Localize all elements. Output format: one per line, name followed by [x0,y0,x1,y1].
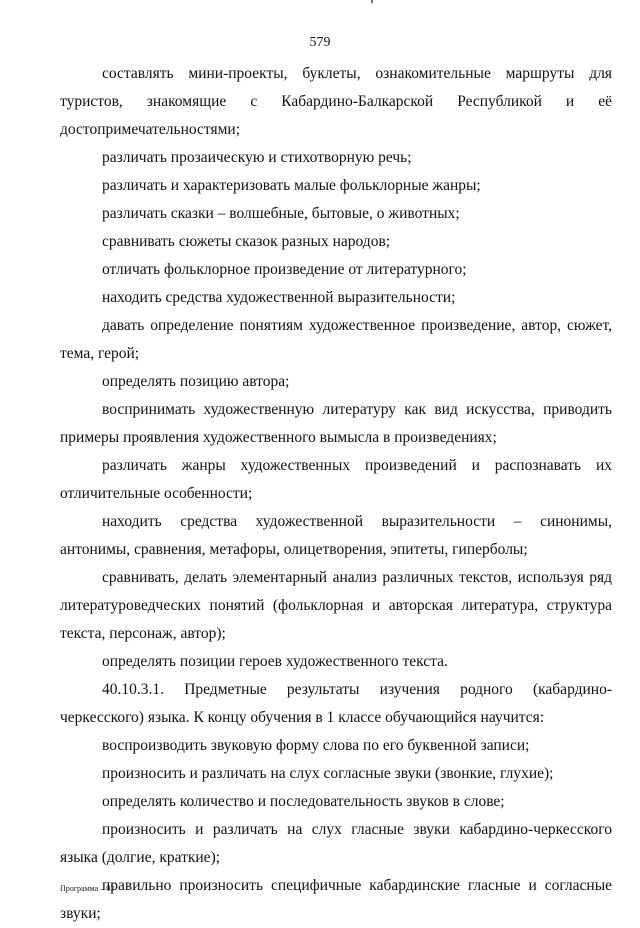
paragraph: 40.10.3.1. Предметные результаты изучения родного (кабардино-черкесского) языка. К концу обучения в 1 классе обучающийся научится: [60,681,612,726]
paragraph: различать прозаическую и стихотворную речь; [102,149,412,166]
paragraph: находить средства художественной выразительности; [102,289,456,306]
paragraph: различать жанры художественных произведений и распознавать их отличительные особенности; [60,457,612,502]
paragraph: сравнивать, делать элементарный анализ различных текстов, используя ряд литературоведческих понятий (фольклорная и авторская литература, структура текста, персонаж, автор); [60,569,612,642]
paragraph: давать определение понятиям художественное произведение, автор, сюжет, тема, герой; [60,317,612,362]
paragraph: различать сказки – волшебные, бытовые, о животных; [102,205,460,222]
paragraph: определять позиции героев художественного текста. [102,653,448,670]
paragraph: различать и характеризовать малые фольклорные жанры; [102,177,481,194]
footer-label: Программа – 03 [60,884,115,893]
paragraph: составлять мини-проекты, буклеты, ознакомительные маршруты для туристов, знакомящие с Кабардино-Балкарской Республикой и её достопримечательностями; [60,65,612,138]
paragraph: воспринимать художественную литературу как вид искусства, приводить примеры проявления художественного вымысла в произведениях; [60,401,612,446]
scan-mark [371,0,373,3]
paragraph: отличать фольклорное произведение от литературного; [102,261,467,278]
paragraph: произносить и различать на слух гласные звуки кабардино-черкесского языка (долгие, краткие); [60,821,612,866]
document-body [60,60,612,928]
paragraph: произносить и различать на слух согласные звуки (звонкие, глухие); [102,765,554,782]
paragraph: определять позицию автора; [102,373,290,390]
paragraph: воспроизводить звуковую форму слова по его буквенной записи; [102,737,530,754]
paragraph: определять количество и последовательность звуков в слове; [102,793,505,810]
page-number: 579 [309,35,331,50]
paragraph: сравнивать сюжеты сказок разных народов; [102,233,391,250]
paragraph: находить средства художественной выразительности – синонимы, антонимы, сравнения, метафоры, олицетворения, эпитеты, гиперболы; [60,513,612,558]
paragraph: правильно произносить специфичные кабардинские гласные и согласные звуки; [60,877,612,922]
